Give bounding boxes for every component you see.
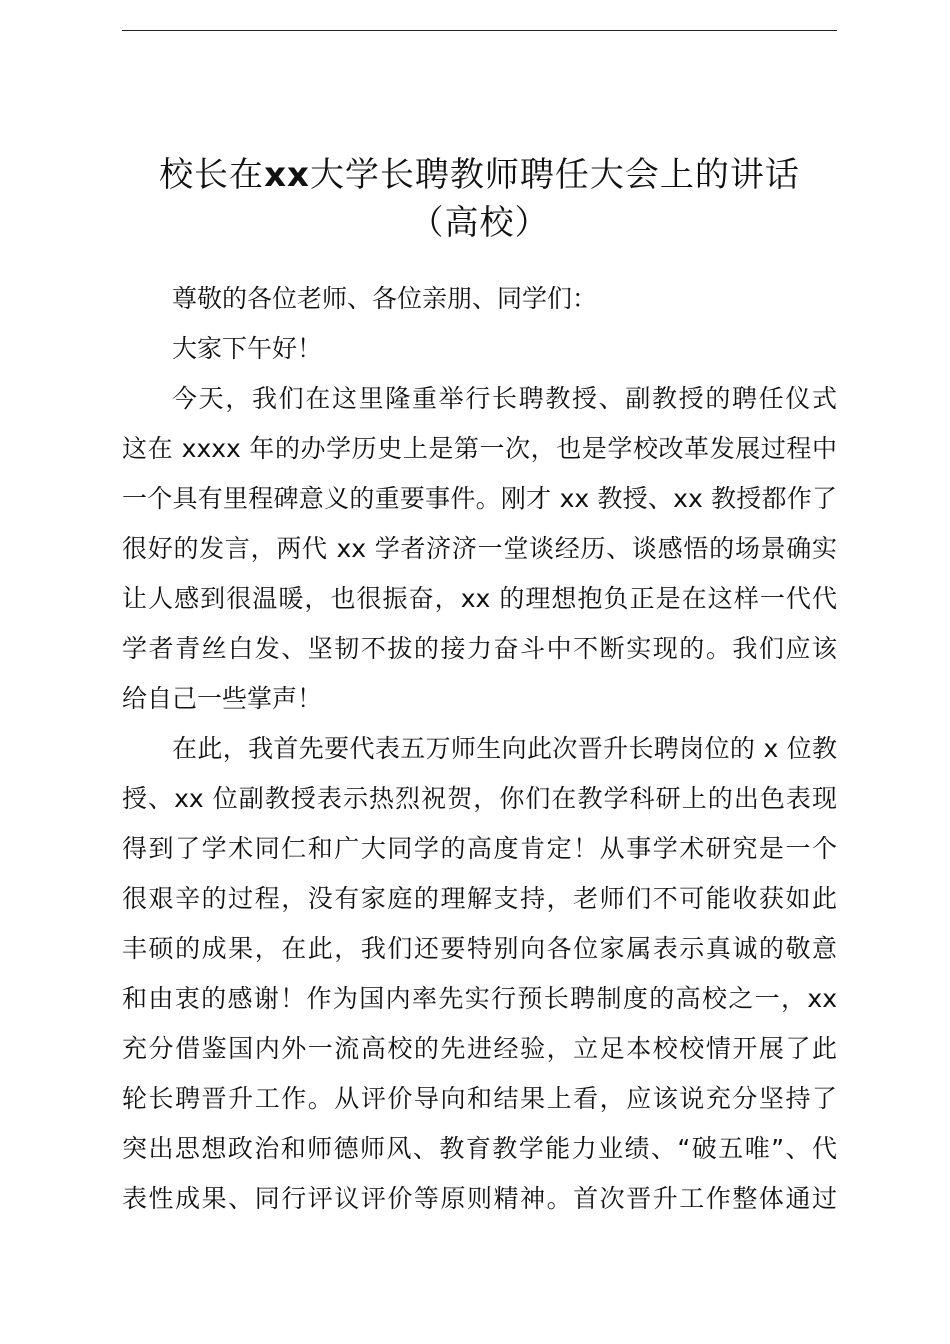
document-title [122, 150, 837, 200]
paragraph-line: 很艰辛的过程，没有家庭的理解支持，老师们不可能收获如此 [122, 884, 837, 913]
paragraph-line: 表性成果、同行评议评价等原则精神。首次晋升工作整体通过 [122, 1184, 837, 1213]
greeting: 大家下午好！ [172, 334, 323, 363]
paragraph-line: 得到了学术同仁和广大同学的高度肯定！从事学术研究是一个 [122, 834, 837, 863]
paragraph-line: 很好的发言，两代 xx 学者济济一堂谈经历、谈感悟的场景确实 [122, 534, 837, 563]
paragraph-line: 轮长聘晋升工作。从评价导向和结果上看，应该说充分坚持了 [122, 1084, 837, 1113]
salutation: 尊敬的各位老师、各位亲朋、同学们： [172, 284, 598, 313]
paragraph-line: 一个具有里程碑意义的重要事件。刚才 xx 教授、xx 教授都作了 [122, 484, 837, 513]
paragraph-line: 突出思想政治和师德师风、教育教学能力业绩、“破五唯”、代 [122, 1134, 837, 1163]
header-rule [122, 30, 837, 31]
paragraph-line: 在此，我首先要代表五万师生向此次晋升长聘岗位的 x 位教 [172, 734, 837, 763]
paragraph-line: 这在 xxxx 年的办学历史上是第一次，也是学校改革发展过程中 [122, 434, 837, 463]
paragraph-line: 和由衷的感谢！作为国内率先实行预长聘制度的高校之一，xx [122, 984, 837, 1013]
paragraph-line: 充分借鉴国内外一流高校的先进经验，立足本校校情开展了此 [122, 1034, 837, 1063]
document-subtitle: （高校） [409, 203, 550, 243]
paragraph-line: 丰硕的成果，在此，我们还要特别向各位家属表示真诚的敬意 [122, 934, 837, 963]
title-bold-placeholder: xx [264, 155, 310, 195]
title-prefix: 校长在 [159, 155, 265, 195]
paragraph-line: 给自己一些掌声！ [122, 684, 323, 713]
paragraph-line: 授、xx 位副教授表示热烈祝贺，你们在教学科研上的出色表现 [122, 784, 837, 813]
paragraph-line: 今天，我们在这里隆重举行长聘教授、副教授的聘任仪式 [172, 384, 837, 413]
title-suffix: 大学长聘教师聘任大会上的讲话 [309, 155, 800, 195]
paragraph-line: 让人感到很温暖，也很振奋，xx 的理想抱负正是在这样一代代 [122, 584, 837, 613]
paragraph-line: 学者青丝白发、坚韧不拔的接力奋斗中不断实现的。我们应该 [122, 634, 837, 663]
